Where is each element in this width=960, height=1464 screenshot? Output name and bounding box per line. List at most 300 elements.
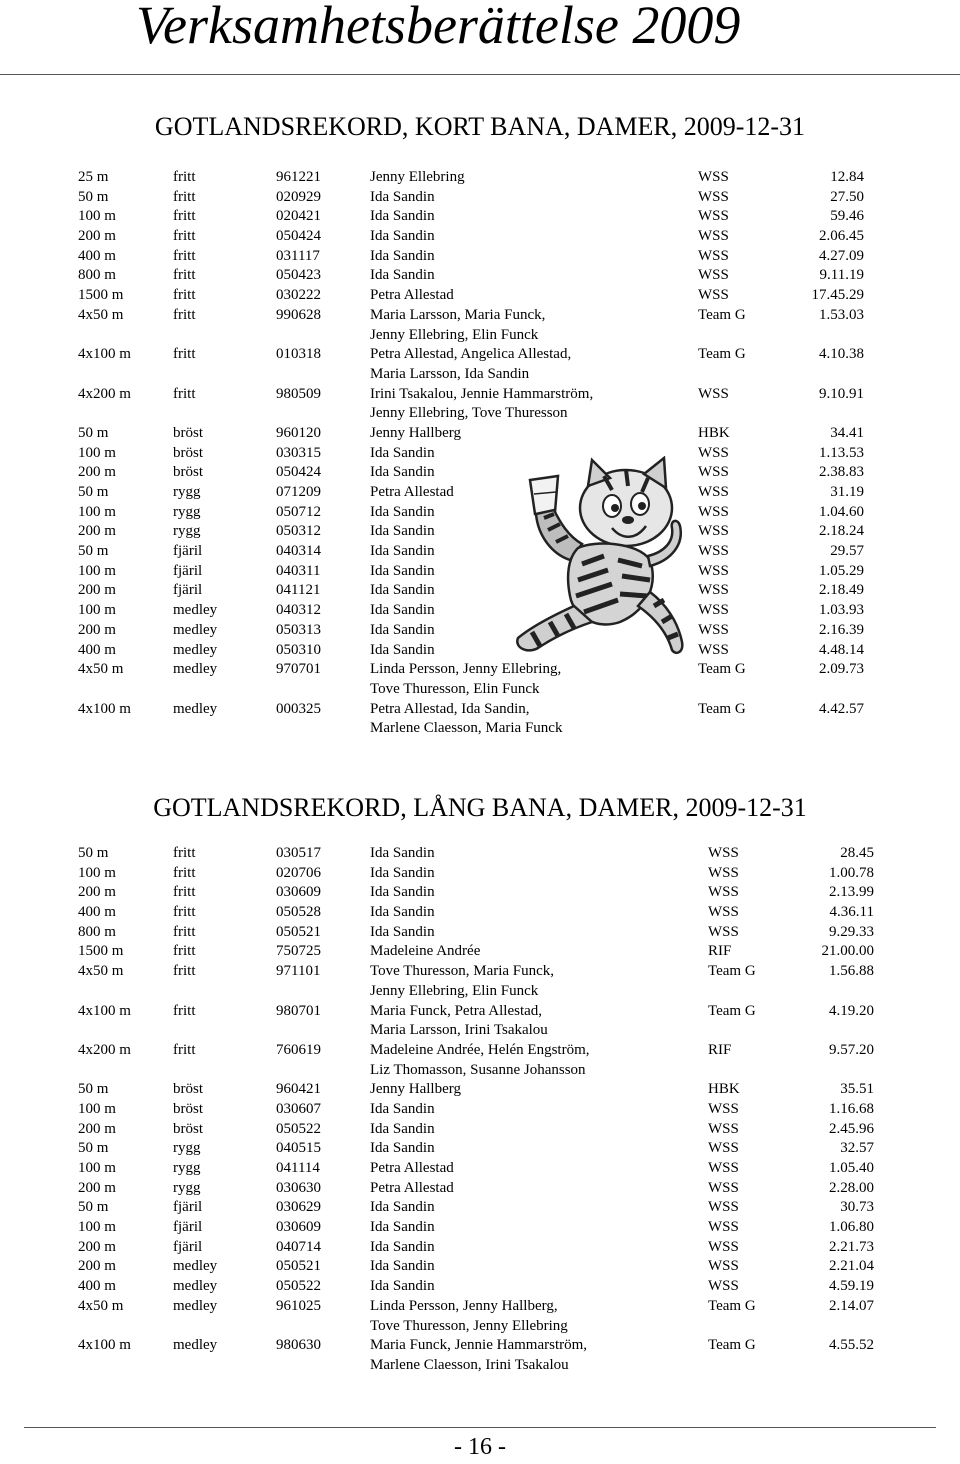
- record-distance: 200 m: [78, 621, 116, 638]
- record-swimmer: Ida Sandin: [370, 1238, 435, 1255]
- record-swimmer: Petra Allestad: [370, 484, 454, 500]
- record-swimmer: Tove Thuresson, Jenny Ellebring: [370, 1317, 568, 1334]
- record-swimmer: Marlene Claesson, Irini Tsakalou: [370, 1356, 569, 1373]
- record-time: 4.55.52: [829, 1337, 874, 1354]
- record-swimmer: Petra Allestad, Ida Sandin,: [370, 700, 530, 717]
- record-club: WSS: [698, 287, 729, 304]
- record-stroke: bröst: [173, 1120, 203, 1137]
- record-club: WSS: [708, 1238, 739, 1255]
- record-date: 050312: [276, 523, 321, 540]
- record-date: 030222: [276, 287, 321, 304]
- record-date: 071209: [276, 484, 321, 500]
- record-time: 2.21.04: [829, 1258, 874, 1275]
- record-swimmer: Maria Larsson, Ida Sandin: [370, 365, 530, 382]
- record-row: [0, 581, 960, 601]
- record-date: 020421: [276, 208, 321, 225]
- record-distance: 50 m: [78, 484, 109, 500]
- record-club: WSS: [698, 169, 729, 185]
- record-swimmer: Ida Sandin: [370, 884, 435, 901]
- record-stroke: fritt: [173, 884, 196, 901]
- record-swimmer: Maria Funck, Jennie Hammarström,: [370, 1337, 588, 1354]
- record-row: [0, 641, 960, 661]
- record-stroke: medley: [173, 661, 218, 678]
- record-distance: 400 m: [78, 904, 116, 921]
- record-distance: 25 m: [78, 169, 109, 185]
- record-row: [0, 385, 960, 405]
- record-date: 040515: [276, 1140, 321, 1157]
- record-distance: 4x50 m: [78, 661, 124, 678]
- record-stroke: medley: [173, 1337, 218, 1354]
- record-club: WSS: [708, 1120, 739, 1137]
- record-row: [0, 864, 960, 884]
- record-distance: 200 m: [78, 884, 116, 901]
- record-distance: 1500 m: [78, 943, 124, 960]
- record-time: 31.19: [830, 484, 864, 500]
- record-time: 35.51: [840, 1081, 874, 1098]
- record-distance: 100 m: [78, 1160, 116, 1176]
- record-swimmer: Ida Sandin: [370, 464, 435, 481]
- record-row: [0, 1159, 960, 1179]
- record-stroke: rygg: [173, 1140, 201, 1157]
- record-distance: 4x50 m: [78, 306, 124, 323]
- record-stroke: fritt: [173, 923, 196, 940]
- record-row-continuation: [0, 1021, 960, 1041]
- record-time: 1.00.78: [829, 864, 874, 881]
- record-time: 2.16.39: [819, 621, 864, 638]
- record-swimmer: Ida Sandin: [370, 1219, 435, 1236]
- record-row: [0, 883, 960, 903]
- record-row-continuation: [0, 404, 960, 424]
- record-row: [0, 522, 960, 542]
- record-club: WSS: [708, 884, 739, 901]
- record-stroke: fritt: [173, 228, 196, 245]
- record-row: [0, 188, 960, 208]
- record-time: 1.53.03: [819, 306, 864, 323]
- record-distance: 200 m: [78, 582, 116, 599]
- record-stroke: rygg: [173, 1160, 201, 1176]
- record-date: 030629: [276, 1199, 321, 1216]
- record-time: 32.57: [840, 1140, 874, 1157]
- record-stroke: fritt: [173, 247, 196, 264]
- record-row: [0, 207, 960, 227]
- record-club: WSS: [698, 247, 729, 264]
- record-swimmer: Ida Sandin: [370, 845, 435, 861]
- record-time: 29.57: [830, 543, 864, 560]
- record-time: 4.19.20: [829, 1002, 874, 1019]
- record-stroke: fjäril: [173, 543, 203, 560]
- record-date: 040714: [276, 1238, 321, 1255]
- record-row: [0, 286, 960, 306]
- record-row: [0, 345, 960, 365]
- record-distance: 4x200 m: [78, 385, 131, 402]
- record-row: [0, 660, 960, 680]
- record-row-continuation: [0, 1317, 960, 1337]
- record-row: [0, 844, 960, 864]
- record-row: [0, 168, 960, 188]
- record-date: 020706: [276, 864, 321, 881]
- record-time: 1.13.53: [819, 444, 864, 461]
- record-time: 2.13.99: [829, 884, 874, 901]
- record-club: WSS: [698, 267, 729, 284]
- record-swimmer: Ida Sandin: [370, 641, 435, 658]
- record-club: WSS: [698, 385, 729, 402]
- record-swimmer: Maria Larsson, Maria Funck,: [370, 306, 546, 323]
- record-row: [0, 463, 960, 483]
- record-distance: 100 m: [78, 602, 116, 619]
- record-club: WSS: [698, 444, 729, 461]
- record-stroke: rygg: [173, 1179, 201, 1196]
- record-stroke: bröst: [173, 464, 203, 481]
- record-row-continuation: [0, 326, 960, 346]
- record-swimmer: Petra Allestad: [370, 287, 454, 304]
- record-time: 9.10.91: [819, 385, 864, 402]
- record-distance: 50 m: [78, 543, 109, 560]
- record-club: WSS: [698, 188, 729, 205]
- record-time: 9.57.20: [829, 1041, 874, 1058]
- record-date: 980701: [276, 1002, 321, 1019]
- record-time: 2.18.24: [819, 523, 864, 540]
- record-swimmer: Madeleine Andrée, Helén Engström,: [370, 1041, 590, 1058]
- record-swimmer: Madeleine Andrée: [370, 943, 481, 960]
- record-distance: 4x100 m: [78, 700, 131, 717]
- record-swimmer: Ida Sandin: [370, 228, 435, 245]
- record-distance: 1500 m: [78, 287, 124, 304]
- record-time: 17.45.29: [811, 287, 864, 304]
- record-swimmer: Jenny Hallberg: [370, 1081, 461, 1098]
- record-date: 760619: [276, 1041, 321, 1058]
- record-date: 050521: [276, 923, 321, 940]
- record-distance: 200 m: [78, 1120, 116, 1137]
- record-stroke: fritt: [173, 169, 196, 185]
- record-row: [0, 601, 960, 621]
- record-row: [0, 903, 960, 923]
- record-row: [0, 1198, 960, 1218]
- record-swimmer: Ida Sandin: [370, 621, 435, 638]
- record-date: 050424: [276, 464, 321, 481]
- record-date: 960120: [276, 424, 321, 441]
- record-date: 050423: [276, 267, 321, 284]
- record-row: [0, 1238, 960, 1258]
- record-time: 28.45: [840, 845, 874, 861]
- footer-divider: [24, 1427, 936, 1428]
- record-distance: 800 m: [78, 267, 116, 284]
- record-row: [0, 942, 960, 962]
- record-stroke: medley: [173, 1278, 218, 1295]
- record-distance: 4x50 m: [78, 963, 124, 980]
- record-club: WSS: [708, 1199, 739, 1216]
- record-time: 59.46: [830, 208, 864, 225]
- record-date: 031117: [276, 247, 320, 264]
- record-row: [0, 266, 960, 286]
- record-swimmer: Ida Sandin: [370, 444, 435, 461]
- record-club: WSS: [698, 523, 729, 540]
- record-distance: 50 m: [78, 1081, 109, 1098]
- record-stroke: rygg: [173, 523, 201, 540]
- record-stroke: medley: [173, 602, 218, 619]
- record-swimmer: Jenny Ellebring, Elin Funck: [370, 982, 539, 999]
- record-distance: 800 m: [78, 923, 116, 940]
- record-row: [0, 1041, 960, 1061]
- record-row: [0, 562, 960, 582]
- record-row: [0, 700, 960, 720]
- short-course-title: GOTLANDSREKORD, KORT BANA, DAMER, 2009-12-31: [154, 112, 806, 141]
- record-swimmer: Maria Funck, Petra Allestad,: [370, 1002, 543, 1019]
- record-row: [0, 227, 960, 247]
- record-distance: 100 m: [78, 864, 116, 881]
- record-row: [0, 1297, 960, 1317]
- record-distance: 200 m: [78, 228, 116, 245]
- record-time: 1.05.40: [829, 1160, 874, 1176]
- record-row: [0, 923, 960, 943]
- record-club: WSS: [708, 1219, 739, 1236]
- record-date: 020929: [276, 188, 321, 205]
- record-date: 961025: [276, 1297, 321, 1314]
- record-club: RIF: [708, 943, 732, 960]
- record-distance: 200 m: [78, 1179, 116, 1196]
- record-club: WSS: [708, 1140, 739, 1157]
- record-swimmer: Ida Sandin: [370, 208, 435, 225]
- record-swimmer: Ida Sandin: [370, 188, 435, 205]
- record-row: [0, 503, 960, 523]
- record-stroke: fjäril: [173, 562, 203, 579]
- record-date: 960421: [276, 1081, 321, 1098]
- record-date: 990628: [276, 306, 321, 323]
- record-club: HBK: [708, 1081, 740, 1098]
- record-club: WSS: [698, 562, 729, 579]
- record-club: WSS: [698, 641, 729, 658]
- header-divider: [0, 74, 960, 75]
- record-stroke: fritt: [173, 963, 196, 980]
- record-date: 041121: [276, 582, 321, 599]
- record-club: WSS: [708, 1258, 739, 1275]
- record-stroke: fritt: [173, 188, 196, 205]
- record-time: 2.38.83: [819, 464, 864, 481]
- record-swimmer: Jenny Ellebring: [370, 169, 465, 185]
- striped-cat-mascot-icon: [508, 456, 686, 658]
- record-stroke: medley: [173, 1297, 218, 1314]
- record-stroke: fritt: [173, 864, 196, 881]
- record-swimmer: Ida Sandin: [370, 904, 435, 921]
- record-club: WSS: [698, 543, 729, 560]
- record-stroke: rygg: [173, 484, 201, 500]
- record-time: 2.45.96: [829, 1120, 874, 1137]
- record-row-continuation: [0, 1061, 960, 1081]
- record-date: 980509: [276, 385, 321, 402]
- record-date: 030607: [276, 1100, 321, 1117]
- record-club: Team G: [698, 346, 746, 363]
- record-row: [0, 1179, 960, 1199]
- record-swimmer: Ida Sandin: [370, 923, 435, 940]
- record-stroke: fritt: [173, 845, 196, 861]
- record-swimmer: Jenny Hallberg: [370, 424, 461, 441]
- record-club: WSS: [698, 503, 729, 520]
- record-row: [0, 306, 960, 326]
- record-row: [0, 621, 960, 641]
- record-club: Team G: [708, 1297, 756, 1314]
- record-date: 040314: [276, 543, 321, 560]
- record-swimmer: Ida Sandin: [370, 602, 435, 619]
- record-date: 030609: [276, 884, 321, 901]
- record-swimmer: Ida Sandin: [370, 543, 435, 560]
- record-time: 1.05.29: [819, 562, 864, 579]
- record-time: 4.48.14: [819, 641, 864, 658]
- record-date: 961221: [276, 169, 321, 185]
- record-time: 1.06.80: [829, 1219, 874, 1236]
- record-time: 9.11.19: [819, 267, 864, 284]
- record-swimmer: Tove Thuresson, Elin Funck: [370, 680, 540, 697]
- record-club: WSS: [698, 484, 729, 500]
- record-club: WSS: [698, 621, 729, 638]
- record-club: Team G: [698, 306, 746, 323]
- record-swimmer: Petra Allestad, Angelica Allestad,: [370, 346, 572, 363]
- record-distance: 400 m: [78, 247, 116, 264]
- record-row: [0, 1120, 960, 1140]
- record-stroke: fritt: [173, 267, 196, 284]
- record-row: [0, 444, 960, 464]
- record-distance: 400 m: [78, 641, 116, 658]
- record-swimmer: Ida Sandin: [370, 523, 435, 540]
- record-club: WSS: [708, 1278, 739, 1295]
- record-time: 1.03.93: [819, 602, 864, 619]
- record-stroke: fritt: [173, 385, 196, 402]
- record-time: 4.42.57: [819, 700, 864, 717]
- record-row: [0, 1277, 960, 1297]
- record-date: 050712: [276, 503, 321, 520]
- record-club: WSS: [698, 582, 729, 599]
- record-row: [0, 1002, 960, 1022]
- record-stroke: bröst: [173, 444, 203, 461]
- record-row-continuation: [0, 1356, 960, 1376]
- record-time: 27.50: [830, 188, 864, 205]
- record-time: 2.18.49: [819, 582, 864, 599]
- short-course-records: [0, 168, 960, 739]
- record-row: [0, 247, 960, 267]
- record-date: 050313: [276, 621, 321, 638]
- record-date: 970701: [276, 661, 321, 678]
- record-row-continuation: [0, 719, 960, 739]
- record-swimmer: Liz Thomasson, Susanne Johansson: [370, 1061, 586, 1078]
- record-stroke: fritt: [173, 346, 196, 363]
- record-swimmer: Ida Sandin: [370, 1199, 435, 1216]
- record-stroke: fritt: [173, 287, 196, 304]
- long-course-records: [0, 844, 960, 1376]
- record-distance: 200 m: [78, 464, 116, 481]
- record-distance: 4x200 m: [78, 1041, 131, 1058]
- record-distance: 200 m: [78, 1238, 116, 1255]
- record-swimmer: Linda Persson, Jenny Hallberg,: [370, 1297, 558, 1314]
- record-row: [0, 1139, 960, 1159]
- record-club: Team G: [708, 963, 756, 980]
- record-row-continuation: [0, 982, 960, 1002]
- record-date: 050528: [276, 904, 321, 921]
- record-time: 2.09.73: [819, 661, 864, 678]
- record-time: 34.41: [830, 424, 864, 441]
- record-distance: 200 m: [78, 1258, 116, 1275]
- record-row: [0, 962, 960, 982]
- record-time: 1.16.68: [829, 1100, 874, 1117]
- record-club: WSS: [698, 602, 729, 619]
- record-time: 1.56.88: [829, 963, 874, 980]
- record-date: 030315: [276, 444, 321, 461]
- record-swimmer: Marlene Claesson, Maria Funck: [370, 720, 563, 737]
- record-distance: 400 m: [78, 1278, 116, 1295]
- record-club: Team G: [698, 700, 746, 717]
- record-time: 12.84: [830, 169, 864, 185]
- record-distance: 4x100 m: [78, 1337, 131, 1354]
- record-time: 4.27.09: [819, 247, 864, 264]
- record-swimmer: Jenny Ellebring, Tove Thuresson: [370, 405, 568, 422]
- record-time: 30.73: [840, 1199, 874, 1216]
- record-date: 980630: [276, 1337, 321, 1354]
- record-distance: 100 m: [78, 1219, 116, 1236]
- record-distance: 50 m: [78, 424, 109, 441]
- record-club: WSS: [708, 1100, 739, 1117]
- record-distance: 100 m: [78, 562, 116, 579]
- record-row: [0, 1218, 960, 1238]
- record-club: Team G: [698, 661, 746, 678]
- record-swimmer: Ida Sandin: [370, 582, 435, 599]
- document-title: Verksamhetsberättelse 2009: [136, 0, 741, 55]
- record-row: [0, 1100, 960, 1120]
- record-swimmer: Ida Sandin: [370, 1258, 435, 1275]
- record-row-continuation: [0, 680, 960, 700]
- record-stroke: medley: [173, 1258, 218, 1275]
- record-row: [0, 1080, 960, 1100]
- record-swimmer: Ida Sandin: [370, 864, 435, 881]
- record-swimmer: Petra Allestad: [370, 1160, 454, 1176]
- record-date: 000325: [276, 700, 321, 717]
- record-date: 050424: [276, 228, 321, 245]
- record-stroke: rygg: [173, 503, 201, 520]
- record-stroke: fritt: [173, 1002, 196, 1019]
- record-distance: 100 m: [78, 503, 116, 520]
- record-stroke: fjäril: [173, 1199, 203, 1216]
- record-row: [0, 424, 960, 444]
- record-club: Team G: [708, 1337, 756, 1354]
- record-row: [0, 483, 960, 503]
- record-stroke: bröst: [173, 1081, 203, 1098]
- record-club: WSS: [708, 845, 739, 861]
- record-time: 2.28.00: [829, 1179, 874, 1196]
- record-date: 030609: [276, 1219, 321, 1236]
- record-distance: 100 m: [78, 1100, 116, 1117]
- record-swimmer: Ida Sandin: [370, 1140, 435, 1157]
- record-club: WSS: [708, 864, 739, 881]
- record-distance: 50 m: [78, 1140, 109, 1157]
- record-distance: 100 m: [78, 208, 116, 225]
- record-time: 4.10.38: [819, 346, 864, 363]
- record-distance: 4x100 m: [78, 1002, 131, 1019]
- record-swimmer: Tove Thuresson, Maria Funck,: [370, 963, 555, 980]
- record-swimmer: Ida Sandin: [370, 247, 435, 264]
- record-row: [0, 542, 960, 562]
- record-time: 9.29.33: [829, 923, 874, 940]
- record-date: 040312: [276, 602, 321, 619]
- record-row-continuation: [0, 365, 960, 385]
- page-number: - 16 -: [454, 1434, 506, 1460]
- record-stroke: fjäril: [173, 1219, 203, 1236]
- record-date: 971101: [276, 963, 321, 980]
- record-swimmer: Ida Sandin: [370, 1100, 435, 1117]
- record-club: WSS: [698, 208, 729, 225]
- record-swimmer: Ida Sandin: [370, 1120, 435, 1137]
- record-stroke: fritt: [173, 904, 196, 921]
- record-club: WSS: [708, 904, 739, 921]
- record-distance: 100 m: [78, 444, 116, 461]
- record-distance: 50 m: [78, 1199, 109, 1216]
- record-stroke: fritt: [173, 1041, 196, 1058]
- record-distance: 50 m: [78, 188, 109, 205]
